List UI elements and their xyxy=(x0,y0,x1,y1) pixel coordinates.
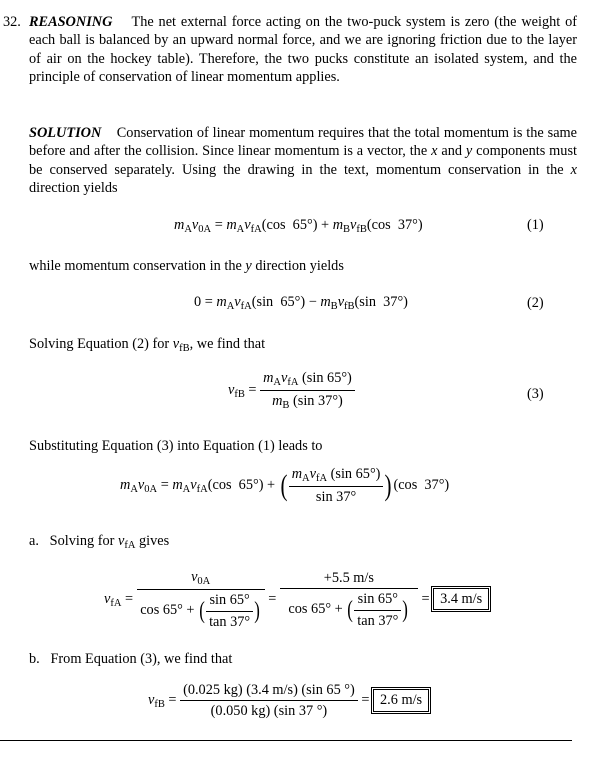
part-b-equation: $v_{fB}$ = $\frac{(0.025 kg) (3.4 m/s) (\sin 65 ^\circ)}{(0.050 kg) (\sin 37 ^\circ)}$ = 2.6 m/s xyxy=(148,681,429,721)
solution-var-x2: x xyxy=(570,161,577,178)
y-direction-intro: while momentum conservation in the y direction yields xyxy=(29,258,344,274)
reasoning-paragraph xyxy=(29,13,577,87)
equation-2: $0 = m_Av_{fA}(\sin$ $65^\circ) - m_Bv_{fB}(\sin$ 37°) xyxy=(194,294,408,312)
equation-1-number: (1) xyxy=(527,217,544,233)
reasoning-heading: REASONING xyxy=(29,14,113,30)
solution-text-3: components must be conserved separately. Using the drawing in the text, momentum conservation in the xyxy=(29,143,577,178)
equation-3-number: (3) xyxy=(527,386,544,402)
solution-heading: SOLUTION xyxy=(29,125,102,141)
answer-a-box: 3.4 m/s xyxy=(433,588,489,610)
equation-3-fraction: $\frac{m_Av_{fA} (\sin 65^\circ)}{m_B (\sin 37^\circ)}$ xyxy=(260,369,355,413)
solution-var-x1: x xyxy=(431,143,438,160)
solution-text-4: direction yields xyxy=(29,180,118,197)
substituting-text: Substituting Equation (3) into Equation (1) leads to xyxy=(29,438,323,454)
solution-text-1: Conservation of linear momentum requires that the total momentum is the same before and after the collision. Since linear momentum is a vector, the xyxy=(29,125,578,160)
solution-paragraph xyxy=(29,124,577,198)
problem-number: 32. xyxy=(3,14,21,30)
part-b-text: b. From Equation (3), we find that xyxy=(29,651,233,667)
reasoning-text: The net external force acting on the two-puck system is zero (the weight of each ball is balanced by an upward normal force, and we are ignoring friction due to the layer of air on the hockey table). Therefore, the two pucks constitute an isolated system, and the principle of conservation of linear momentum applies. xyxy=(29,14,577,86)
combined-equation: $m_Av_{0A} = m_Av_{fA}(\cos$ 65°) + ( $\frac{m_Av_{fA} (\sin 65^\circ)}{\sin 37^\circ}$ ) (cos 37°) xyxy=(120,466,450,506)
equation-2-number: (2) xyxy=(527,295,544,311)
solution-text-2: and xyxy=(437,143,466,160)
answer-b-box: 2.6 m/s xyxy=(373,689,429,711)
part-a-equation: $v_{fA}$ = $v_{0A}$ cos 65° + ( $\frac{\sin 65^\circ}{\tan 37^\circ}$ ) = +5.5 m/s cos 65° + ( $\frac{\sin 65^\circ}{\tan 37^\circ}$ ) = 3.4 m/s xyxy=(104,568,489,631)
equation-1: $m_Av_{0A} = m_Av_{fA}(\cos$ $65^\circ) + m_Bv_{fB}(\cos$ 37°) xyxy=(174,217,423,235)
solving-text: Solving Equation (2) for $v_{fB}$, we find that xyxy=(29,336,266,354)
solution-var-y: y xyxy=(465,143,473,160)
bottom-rule xyxy=(0,740,572,741)
part-a-text: a. Solving for $v_{fA}$ gives xyxy=(29,533,170,551)
equation-3: $v_{fB}$ = $\frac{m_Av_{fA} (\sin 65^\circ)}{m_B (\sin 37^\circ)}$ xyxy=(228,369,355,413)
